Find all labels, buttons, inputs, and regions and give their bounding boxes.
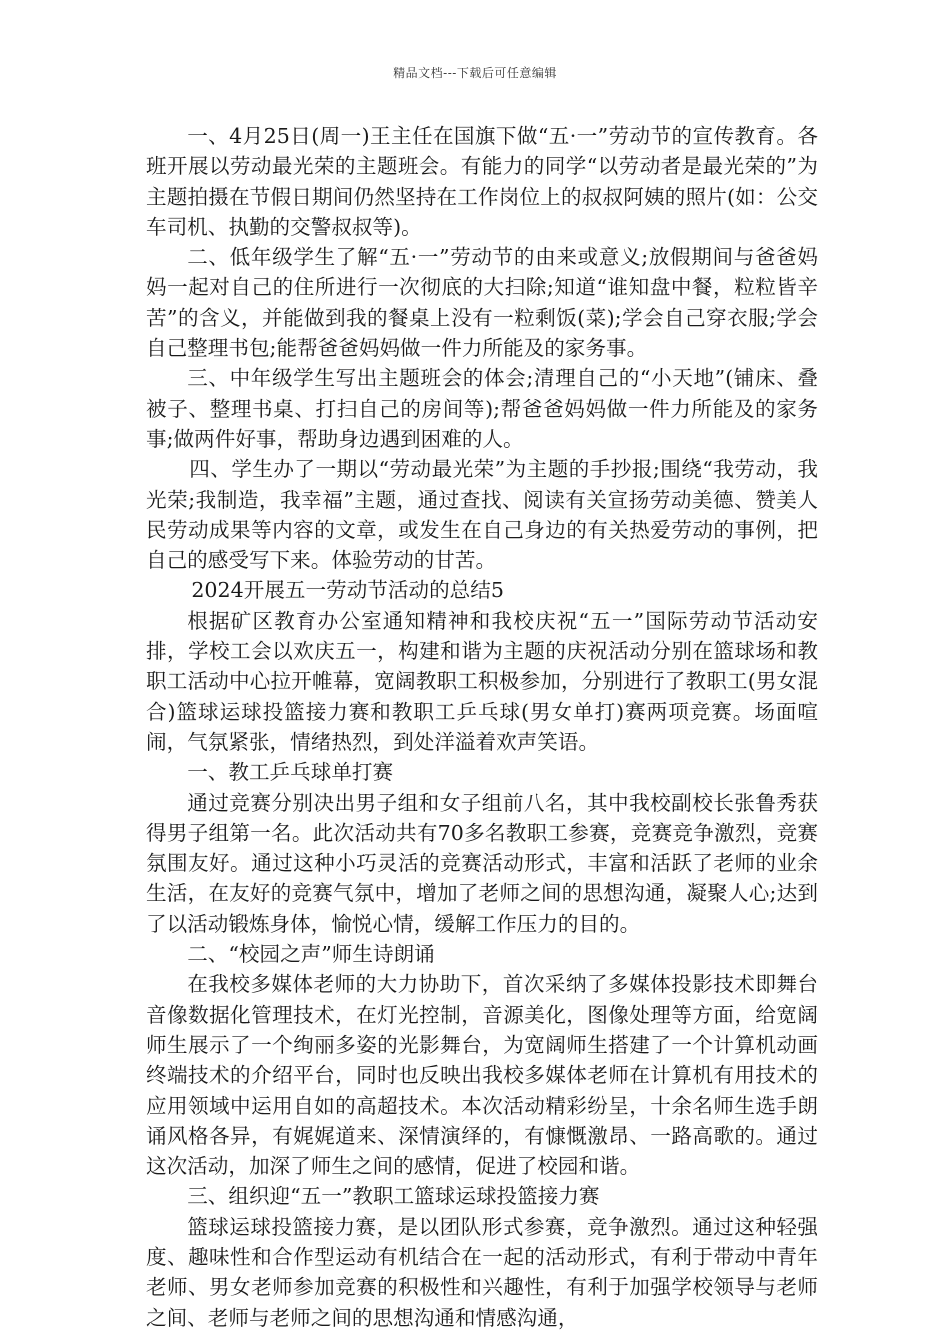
paragraph-3: 三、中年级学生写出主题班会的体会;清理自己的“小天地”(铺床、叠被子、整理书桌、打扫自己的房间等);帮爸爸妈妈做一件力所能及的家务事;做两件好事，帮助身边遇到困难的人。 — [146, 366, 818, 451]
subheading-pingpong: 一、教工乒乓球单打赛 — [187, 760, 394, 785]
subheading-poetry: 二、“校园之声”师生诗朗诵 — [187, 942, 435, 967]
paragraph-4: 四、学生办了一期以“劳动最光荣”为主题的手抄报;围绕“我劳动，我光荣;我制造，我幸福”主题，通过查找、阅读有关宣扬劳动美德、赞美人民劳动成果等内容的文章，或发生在自己身边的有关热爱劳动的事例，把自己的感受写下来。体验劳动的甘苦。 — [146, 457, 818, 573]
section-title: 2024开展五一劳动节活动的总结5 — [191, 578, 504, 603]
page-header: 精品文档---下载后可任意编辑 — [393, 66, 557, 80]
paragraph-8: 篮球运球投篮接力赛，是以团队形式参赛，竞争激烈。通过这种轻强度、趣味性和合作型运动有机结合在一起的活动形式，有利于带动中青年老师、男女老师参加竞赛的积极性和兴趣性，有利于加强学校领导与老师之间、老师与老师之间的思想沟通和情感沟通， — [146, 1214, 818, 1330]
paragraph-5: 根据矿区教育办公室通知精神和我校庆祝“五一”国际劳动节活动安排，学校工会以欢庆五一，构建和谐为主题的庆祝活动分别在篮球场和教职工活动中心拉开帷幕，宽阔教职工积极参加，分别进行了教职工(男女混合)篮球运球投篮接力赛和教职工乒乓球(男女单打)赛两项竞赛。场面喧闹，气氛紧张，情绪热烈，到处洋溢着欢声笑语。 — [146, 608, 818, 754]
paragraph-6: 通过竞赛分别决出男子组和女子组前八名，其中我校副校长张鲁秀获得男子组第一名。此次活动共有70多名教职工参赛，竞赛竞争激烈，竞赛氛围友好。通过这种小巧灵活的竞赛活动形式，丰富和活跃了老师的业余生活，在友好的竞赛气氛中，增加了老师之间的思想沟通，凝聚人心;达到了以活动锻炼身体，愉悦心情，缓解工作压力的目的。 — [146, 790, 818, 936]
paragraph-7: 在我校多媒体老师的大力协助下，首次采纳了多媒体投影技术即舞台音像数据化管理技术，在灯光控制，音源美化，图像处理等方面，给宽阔师生展示了一个绚丽多姿的光影舞台，为宽阔师生搭建了一个计算机动画终端技术的介绍平台，同时也反映出我校多媒体老师在计算机有用技术的应用领域中运用自如的高超技术。本次活动精彩纷呈，十余名师生选手朗诵风格各异，有娓娓道来、深情演绎的，有慷慨激昂、一路高歌的。通过这次活动，加深了师生之间的感情，促进了校园和谐。 — [146, 972, 818, 1179]
document-body — [146, 121, 818, 1333]
subheading-basketball: 三、组织迎“五一”教职工篮球运球投篮接力赛 — [187, 1184, 600, 1209]
paragraph-1: 一、4月25日(周一)王主任在国旗下做“五·一”劳动节的宣传教育。各班开展以劳动最光荣的主题班会。有能力的同学“以劳动者是最光荣的”为主题拍摄在节假日期间仍然坚持在工作岗位上的叔叔阿姨的照片(如：公交车司机、执勤的交警叔叔等)。 — [146, 124, 818, 239]
paragraph-2: 二、低年级学生了解“五·一”劳动节的由来或意义;放假期间与爸爸妈妈一起对自己的住所进行一次彻底的大扫除;知道“谁知盘中餐，粒粒皆辛苦”的含义，并能做到我的餐桌上没有一粒剩饭(菜);学会自己穿衣服;学会自己整理书包;能帮爸爸妈妈做一件力所能及的家务事。 — [146, 245, 818, 361]
